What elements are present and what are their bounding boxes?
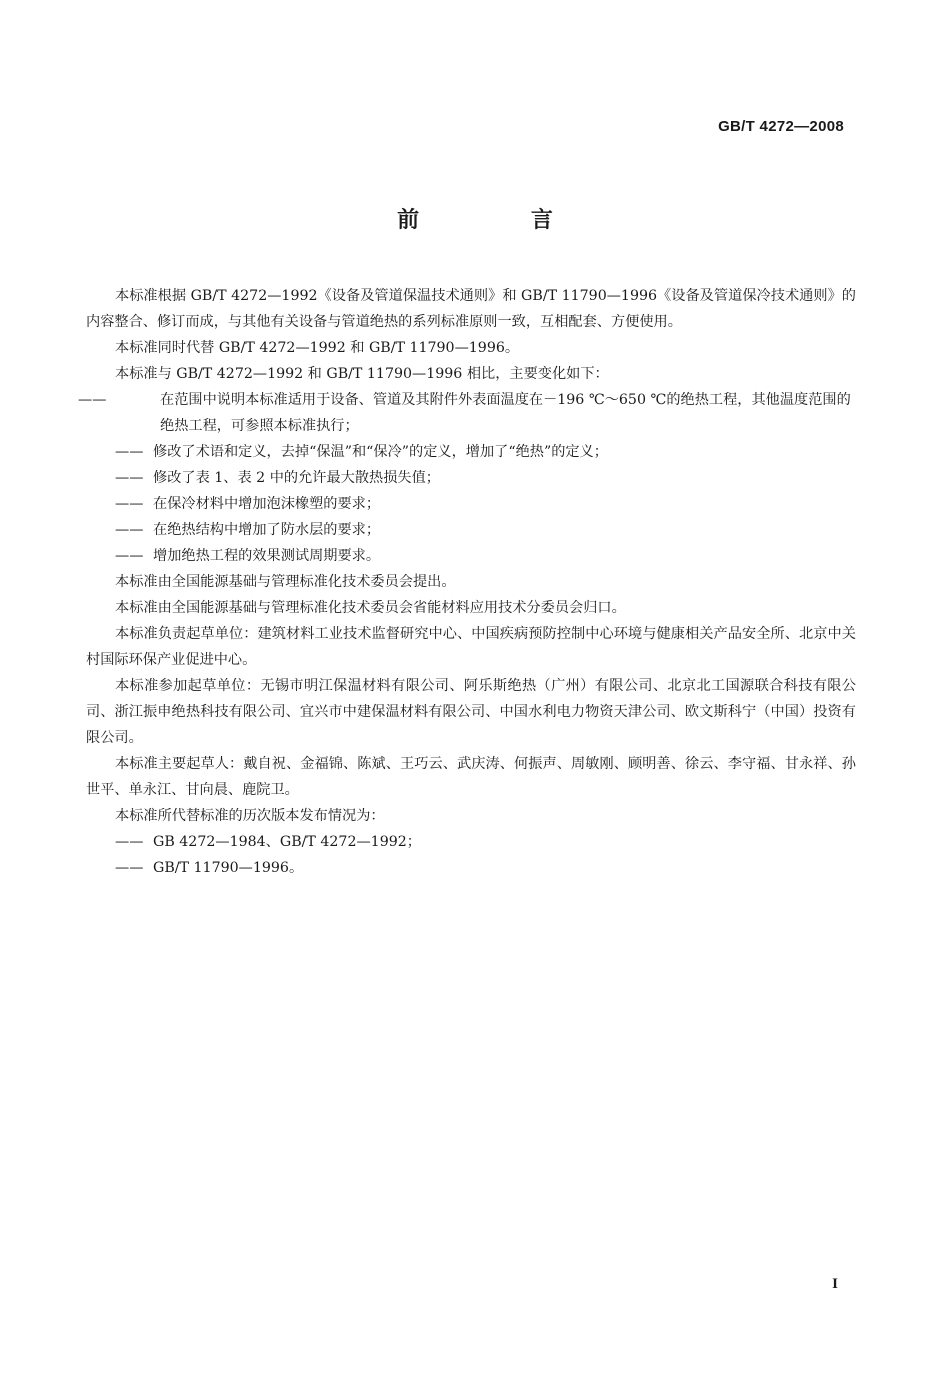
- dash-mark: ——: [115, 496, 144, 512]
- dash-mark: ——: [115, 834, 144, 850]
- paragraph-basis: 本标准根据 GB/T 4272—1992《设备及管道保温技术通则》和 GB/T 11790—1996《设备及管道保冷技术通则》的内容整合、修订而成，与其他有关设备与管道绝热的系列标准原则一致，互相配套、方便使用。: [86, 288, 856, 330]
- paragraph-lead-drafters: 本标准负责起草单位：建筑材料工业技术监督研究中心、中国疾病预防控制中心环境与健康相关产品安全所、北京中关村国际环保产业促进中心。: [86, 626, 856, 668]
- change-item: [86, 439, 856, 465]
- paragraph-participating-drafters: 本标准参加起草单位：无锡市明江保温材料有限公司、阿乐斯绝热（广州）有限公司、北京北工国源联合科技有限公司、浙江振申绝热科技有限公司、宜兴市中建保温材料有限公司、中国水利电力物资天津公司、欧文斯科宁（中国）投资有限公司。: [86, 678, 856, 746]
- change-text: 在范围中说明本标准适用于设备、管道及其附件外表面温度在－196 ℃～650 ℃的绝热工程，其他温度范围的绝热工程，可参照本标准执行；: [160, 392, 851, 434]
- history-item: [86, 829, 856, 855]
- dash-mark: ——: [78, 392, 107, 408]
- dash-mark: ——: [115, 470, 144, 486]
- history-text: GB/T 11790—1996。: [153, 860, 304, 876]
- change-item: [86, 491, 856, 517]
- change-item: [86, 465, 856, 491]
- paragraph-administrator: 本标准由全国能源基础与管理标准化技术委员会省能材料应用技术分委员会归口。: [115, 600, 626, 616]
- change-item: [86, 517, 856, 543]
- paragraph-proposer: 本标准由全国能源基础与管理标准化技术委员会提出。: [115, 574, 456, 590]
- dash-mark: ——: [115, 444, 144, 460]
- foreword-body: [78, 283, 856, 881]
- paragraph-changes-intro: 本标准与 GB/T 4272—1992 和 GB/T 11790—1996 相比，主要变化如下：: [115, 366, 609, 382]
- standard-number: GB/T 4272—2008: [718, 118, 844, 135]
- history-text: GB 4272—1984、GB/T 4272—1992；: [153, 834, 421, 850]
- change-text: 在保冷材料中增加泡沫橡塑的要求；: [153, 496, 381, 512]
- paragraph-main-drafters: 本标准主要起草人：戴自祝、金福锦、陈斌、王巧云、武庆涛、何振声、周敏刚、顾明善、徐云、李守福、甘永祥、孙世平、单永江、甘向晨、鹿院卫。: [86, 756, 856, 798]
- dash-mark: ——: [115, 522, 144, 538]
- change-item: [86, 543, 856, 569]
- paragraph-replaces: 本标准同时代替 GB/T 4272—1992 和 GB/T 11790—1996。: [115, 340, 520, 356]
- change-item: [78, 387, 856, 439]
- dash-mark: ——: [115, 860, 144, 876]
- change-text: 修改了表 1、表 2 中的允许最大散热损失值；: [153, 470, 440, 486]
- change-text: 修改了术语和定义，去掉“保温”和“保冷”的定义，增加了“绝热”的定义；: [153, 444, 608, 460]
- paragraph-history-intro: 本标准所代替标准的历次版本发布情况为：: [115, 808, 385, 824]
- dash-mark: ——: [115, 548, 144, 564]
- page-title: 前 言: [397, 208, 605, 233]
- history-item: [86, 855, 856, 881]
- change-text: 在绝热结构中增加了防水层的要求；: [153, 522, 381, 538]
- change-text: 增加绝热工程的效果测试周期要求。: [153, 548, 381, 564]
- page-number: I: [832, 1276, 838, 1292]
